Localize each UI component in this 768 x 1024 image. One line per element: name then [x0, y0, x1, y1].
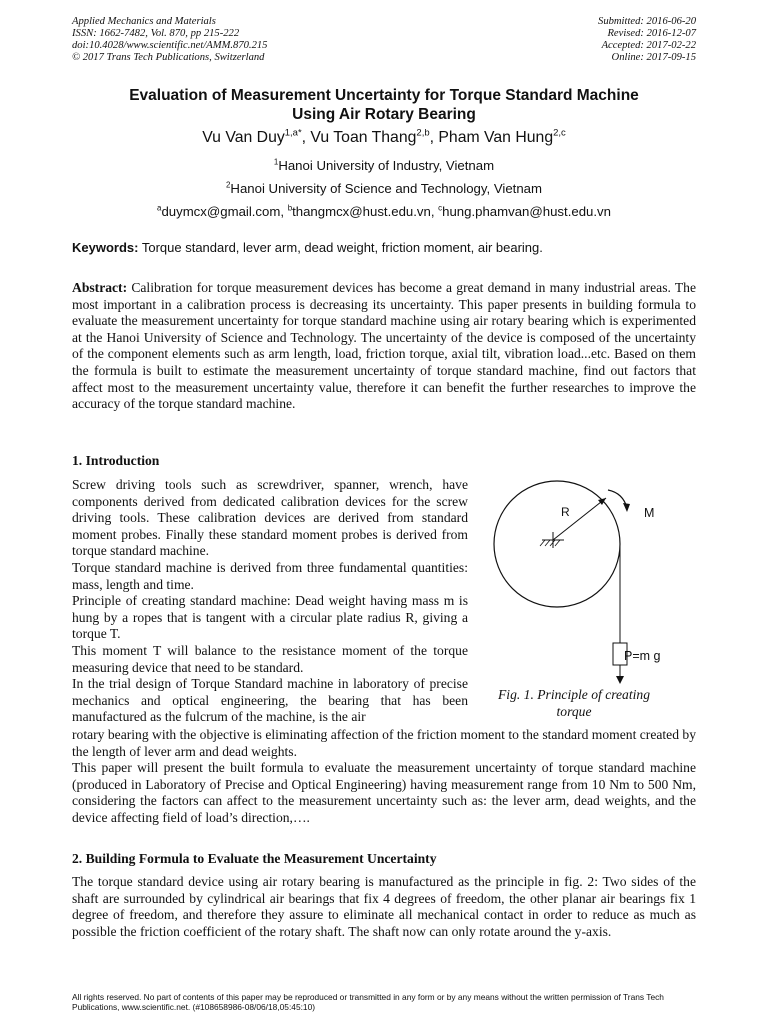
section-1-heading: 1. Introduction	[72, 453, 160, 468]
accepted-date: Accepted: 2017-02-22	[601, 40, 696, 51]
online-date: Online: 2017-09-15	[611, 52, 696, 63]
pivot-hatch	[555, 540, 560, 546]
submitted-date: Submitted: 2016-06-20	[598, 16, 696, 27]
intro-paragraph-5b: rotary bearing with the objective is eliminating affection of the friction moment to the standard moment created by the length of lever arm and dead weights.	[72, 727, 696, 759]
copyright-footer: All rights reserved. No part of contents of this paper may be reproduced or transmitted in any form or by any means without the written permission of Trans Tech Publications, www.scientific.net. (#108658986-08/06/18,05:45:10)	[72, 992, 664, 1012]
keywords-text: Torque standard, lever arm, dead weight, friction moment, air bearing.	[138, 240, 543, 255]
intro-paragraph-1: Screw driving tools such as screwdriver, spanner, wrench, have components derived from dedicated calibration devices for the screw driving tools. These calibration devices are derived from standard moment probes. Finally these standard moment probes is derived from torque standard machine.	[72, 477, 468, 559]
email-a: duymcx@gmail.com,	[161, 204, 288, 219]
section-2-paragraph-1: The torque standard device using air rotary bearing is manufactured as the principle in fig. 2: Two sides of the shaft are surrounded by cylindrical air bearings that fix 4 degrees of freedom, the other planar air bearings fix 1 degree of freedom, and therefore they assure to eliminate all mechanical contact in order to reduce as much as possible the friction coefficient of the rotary shaft. The shaft now can only rotate around the y-axis.	[72, 874, 696, 939]
keywords	[72, 240, 696, 255]
affiliation-1	[60, 158, 708, 173]
paper-title	[60, 86, 708, 124]
intro-narrow-column	[72, 477, 468, 726]
intro-paragraph-2: Torque standard machine is derived from three fundamental quantities: mass, length and time.	[72, 559, 468, 592]
authors	[60, 129, 708, 147]
abstract-text: Calibration for torque measurement devices has become a great demand in many industrial areas. The most important in a calibration process is decreasing its uncertainty. This paper presents in building formula to evaluate the measurement uncertainty for torque standard machine using air rotary bearing which is experimented at the Hanoi University of Science and Technology. The uncertainty of the device is composed of the uncertainty of the component elements such as arm length, load, friction torque, axial tilt, vibration load...etc. Based on them the formula is built to estimate the measurement uncertainty of torque standard machine, find out factors that affect most to the measurement uncertainty value, therefore it can benefit the further researches to improve the accuracy of the torque standard machine.	[72, 280, 696, 412]
affiliation-2-sup: 2	[226, 180, 231, 190]
abstract	[72, 280, 696, 413]
revised-date: Revised: 2016-12-07	[607, 28, 696, 39]
issn: ISSN: 1662-7482, Vol. 870, pp 215-222	[72, 28, 240, 39]
email-b: thangmcx@hust.edu.vn,	[292, 204, 439, 219]
label-p: P=m g	[624, 649, 661, 663]
section-2-heading: 2. Building Formula to Evaluate the Measurement Uncertainty	[72, 851, 437, 866]
pivot-hatch	[545, 540, 550, 546]
pivot-hatch	[540, 540, 545, 546]
intro-paragraph-5a: In the trial design of Torque Standard machine in laboratory of precise mechanics and optical engineering, the bearing that has been manufactured as the fulcrum of the machine, is the air	[72, 676, 468, 725]
keywords-label: Keywords:	[72, 240, 139, 255]
weight-arrowhead-icon	[616, 676, 624, 684]
moment-arrowhead-icon	[623, 503, 630, 512]
emails	[60, 204, 708, 219]
email-b-sup: b	[287, 203, 293, 213]
intro-paragraph-4: This moment T will balance to the resistance moment of the torque measuring device that need to be standard.	[72, 642, 468, 675]
author-3: Pham Van Hung	[438, 129, 554, 146]
affiliation-2	[60, 181, 708, 196]
affiliation-1-text: Hanoi University of Industry, Vietnam	[278, 158, 495, 173]
email-a-sup: a	[157, 203, 162, 213]
email-c-sup: c	[438, 203, 443, 213]
intro-wide-column	[72, 727, 696, 827]
intro-paragraph-6: This paper will present the built formula to evaluate the measurement uncertainty of torque standard machine (produced in Laboratory of Precise and Optical Engineering) having measurement range from 10 Nm to 500 Nm, considering the factors can affect to the measurement uncertainty such as: the lever arm, dead weights, and the device affecting field of load’s direction,….	[72, 760, 696, 825]
title-line-2: Using Air Rotary Bearing	[292, 106, 476, 123]
intro-paragraph-3: Principle of creating standard machine: Dead weight having mass m is hung by a ropes that is tangent with a circular plate radius R, giving a torque T.	[72, 593, 468, 642]
author-2: Vu Toan Thang	[310, 129, 417, 146]
affiliation-2-text: Hanoi University of Science and Technology, Vietnam	[230, 181, 542, 196]
affiliation-1-sup: 1	[273, 157, 279, 167]
figure-1-caption: Fig. 1. Principle of creating torque	[497, 687, 651, 719]
email-c: hung.phamvan@hust.edu.vn	[442, 204, 611, 219]
author-separator: ,	[301, 129, 311, 146]
author-3-sup: 2,c	[553, 127, 566, 139]
dates-header	[598, 16, 696, 64]
author-2-sup: 2,b	[416, 127, 430, 139]
copyright: © 2017 Trans Tech Publications, Switzerland	[72, 52, 265, 63]
doi: doi:10.4028/www.scientific.net/AMM.870.215	[72, 40, 268, 51]
author-separator: ,	[429, 129, 439, 146]
abstract-label: Abstract:	[72, 280, 128, 295]
author-1-sup: 1,a*	[284, 127, 302, 139]
label-m: M	[644, 506, 655, 520]
journal-name: Applied Mechanics and Materials	[72, 16, 216, 27]
journal-header	[72, 16, 267, 64]
label-r: R	[561, 505, 570, 519]
author-1: Vu Van Duy	[202, 129, 285, 146]
title-line-1: Evaluation of Measurement Uncertainty for Torque Standard Machine	[129, 87, 639, 104]
